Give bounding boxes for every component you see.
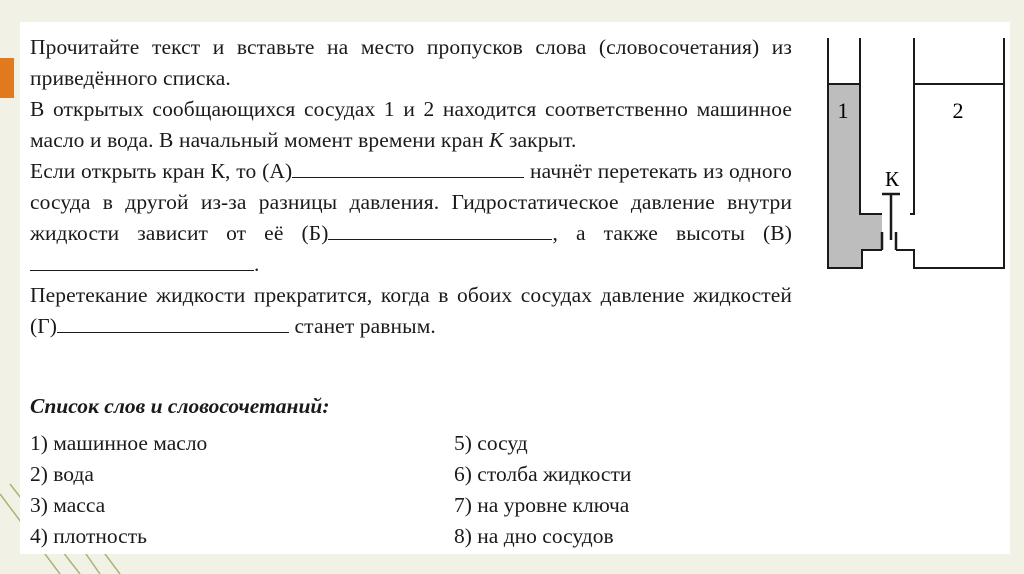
task-text [30, 32, 792, 342]
vessels-diagram [826, 36, 1006, 276]
instruction [30, 32, 792, 94]
list-item: 8) на дно сосудов [454, 524, 614, 548]
vessel-2-label: 2 [952, 98, 964, 123]
list-item: 1) машинное масло [30, 431, 208, 455]
word-list-column-2 [454, 428, 631, 552]
paragraph-1-text: В открытых сообщающихся сосудах 1 и 2 находится соответственно машинное масло и вода. В начальный момент времени кран [30, 97, 792, 152]
blank-a [292, 159, 524, 178]
list-item: 6) столба жидкости [454, 462, 632, 486]
list-item: 2) вода [30, 462, 94, 486]
instruction-text: Прочитайте текст и вставьте на место пропусков слова (словосочетания) из приведённого списка. [30, 35, 792, 90]
sentence-g-before: Перетекание жидкости прекратится, когда в обоих сосудах давление жидкостей (Г) [30, 283, 792, 338]
valve-k [882, 194, 900, 250]
paragraph-1 [30, 94, 792, 156]
list-item: 4) плотность [30, 524, 147, 548]
paragraph-3 [30, 280, 792, 342]
vessel-1-label: 1 [837, 98, 849, 123]
sentence-g-after: станет равным. [289, 314, 436, 338]
oil-fill [828, 84, 882, 268]
sentence-v-after: . [254, 252, 260, 276]
accent-tab [0, 58, 14, 98]
blank-g [57, 314, 289, 333]
blank-v [30, 252, 254, 271]
valve-variable: К [489, 128, 504, 152]
sentence-a-before: Если открыть кран К, то (А) [30, 159, 293, 183]
list-item: 5) сосуд [454, 431, 528, 455]
content-card [20, 22, 1010, 554]
blank-b [328, 221, 552, 240]
paragraph-1-end: закрыт. [508, 128, 577, 152]
sentence-a-after: начнёт перетекать из одного сосуда в другой из-за разницы давления. Гидростатическое давление внутри жидкости зависит от её (Б) [30, 159, 792, 245]
word-list-column-1 [30, 428, 207, 552]
list-item: 3) масса [30, 493, 106, 517]
paragraph-2 [30, 156, 792, 280]
sentence-b-after: , а также высоты (В) [552, 221, 792, 245]
valve-label: К [884, 167, 900, 191]
word-list-title: Список слов и словосочетаний: [30, 394, 330, 418]
list-item: 7) на уровне ключа [454, 493, 630, 517]
